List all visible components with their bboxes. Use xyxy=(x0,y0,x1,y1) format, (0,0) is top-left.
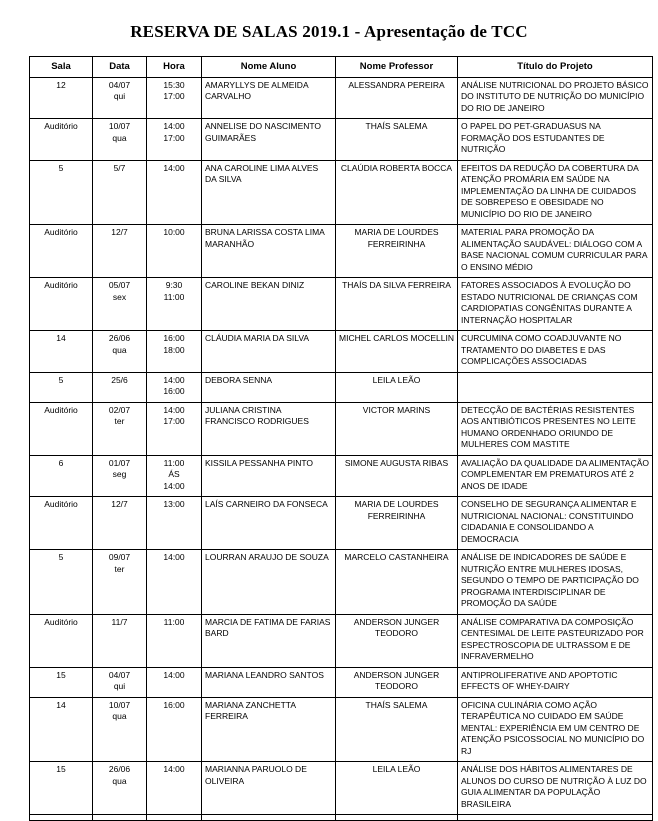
cell-sala: Auditório xyxy=(30,402,93,455)
cell-sala: 15 xyxy=(30,667,93,697)
cell-line: 11:00 xyxy=(163,291,185,302)
cell-professor: CLAÚDIA ROBERTA BOCCA xyxy=(336,160,458,225)
cell-line: 14:00 xyxy=(163,121,185,131)
cell-sala: 5 xyxy=(30,550,93,615)
col-header-data: Data xyxy=(93,57,147,78)
table-row xyxy=(30,77,653,119)
cell-line: 14:00 xyxy=(163,404,185,415)
cell-titulo: FATORES ASSOCIADOS À EVOLUÇÃO DO ESTADO NUTRICIONAL DE CRIANÇAS COM CARDIOPATIAS CONGÊNITAS DURANTE A INTERNAÇÃO HOSPITALAR xyxy=(458,278,653,331)
table-row xyxy=(30,667,653,697)
cell-aluno: DEBORA SENNA xyxy=(202,372,336,402)
table-row xyxy=(30,372,653,402)
cell-sala: 6 xyxy=(30,455,93,497)
table-row xyxy=(30,160,653,225)
cell-data xyxy=(93,119,147,161)
cell-professor: LEILA LEÃO xyxy=(336,762,458,815)
cell-aluno: LAÍS CARNEIRO DA FONSECA xyxy=(202,497,336,550)
cell-titulo: ANÁLISE NUTRICIONAL DO PROJETO BÁSICO DO INSTITUTO DE NUTRIÇÃO DO MUNICÍPIO DO RIO DE JANEIRO xyxy=(458,77,653,119)
empty-cell xyxy=(30,815,93,821)
cell-data xyxy=(93,762,147,815)
cell-aluno: KISSILA PESSANHA PINTO xyxy=(202,455,336,497)
cell-sala: 14 xyxy=(30,697,93,762)
empty-cell xyxy=(202,815,336,821)
cell-hora xyxy=(147,331,202,373)
empty-row xyxy=(30,815,653,821)
cell-line: 10/07 xyxy=(108,699,131,710)
cell-line: 26/06 xyxy=(108,764,131,774)
cell-aluno: CAROLINE BEKAN DINIZ xyxy=(202,278,336,331)
table-row xyxy=(30,497,653,550)
cell-titulo: ANÁLISE DOS HÁBITOS ALIMENTARES DE ALUNOS DO CURSO DE NUTRIÇÃO À LUZ DO GUIA ALIMENTAR DA POPULAÇÃO BRASILEIRA xyxy=(458,762,653,815)
cell-aluno: MARCIA DE FATIMA DE FARIAS BARD xyxy=(202,614,336,667)
cell-data: 5/7 xyxy=(93,160,147,225)
cell-professor: SIMONE AUGUSTA RIBAS xyxy=(336,455,458,497)
cell-titulo: ANÁLISE DE INDICADORES DE SAÚDE E NUTRIÇÃO ENTRE MULHERES IDOSAS, SEGUNDO O TEMPO DE PARTICIPAÇÃO DO PROGRAMA INTERDISCIPLINAR DE PROMOÇÃO DA SAÚDE xyxy=(458,550,653,615)
cell-professor: THAÍS DA SILVA FERREIRA xyxy=(336,278,458,331)
cell-hora xyxy=(147,278,202,331)
cell-data: 11/7 xyxy=(93,614,147,667)
table-row xyxy=(30,550,653,615)
page-title: RESERVA DE SALAS 2019.1 - Apresentação de TCC xyxy=(130,22,528,41)
cell-aluno: MARIANA LEANDRO SANTOS xyxy=(202,667,336,697)
cell-line: 9:30 xyxy=(165,280,183,290)
cell-aluno: MARIANNA PARUOLO DE OLIVEIRA xyxy=(202,762,336,815)
cell-hora xyxy=(147,119,202,161)
cell-line: qua xyxy=(112,344,127,355)
cell-hora: 11:00 xyxy=(147,614,202,667)
cell-line: 01/07 xyxy=(108,457,131,468)
cell-professor: THAÍS SALEMA xyxy=(336,119,458,161)
cell-titulo: O PAPEL DO PET-GRADUASUS NA FORMAÇÃO DOS ESTUDANTES DE NUTRIÇÃO xyxy=(458,119,653,161)
cell-hora xyxy=(147,77,202,119)
cell-sala: 5 xyxy=(30,160,93,225)
cell-titulo: DETECÇÃO DE BACTÉRIAS RESISTENTES AOS ANTIBIÓTICOS PRESENTES NO LEITE HUMANO ORDENHADO ORIUNDO DE MULHERES COM MASTITE xyxy=(458,402,653,455)
cell-professor: LEILA LEÃO xyxy=(336,372,458,402)
cell-line: qua xyxy=(112,711,127,721)
cell-hora: 14:00 xyxy=(147,667,202,697)
cell-line: 16:00 xyxy=(163,386,185,396)
cell-line: 16:00 xyxy=(163,333,185,343)
cell-professor: MARIA DE LOURDES FERREIRINHA xyxy=(336,225,458,278)
cell-professor: ANDERSON JUNGER TEODORO xyxy=(336,667,458,697)
cell-aluno: ANNELISE DO NASCIMENTO GUIMARÃES xyxy=(202,119,336,161)
cell-line: 18:00 xyxy=(163,344,185,355)
cell-professor: THAÍS SALEMA xyxy=(336,697,458,762)
cell-aluno: AMARYLLYS DE ALMEIDA CARVALHO xyxy=(202,77,336,119)
cell-line: 14:00 xyxy=(163,374,185,385)
cell-data xyxy=(93,667,147,697)
cell-titulo: CONSELHO DE SEGURANÇA ALIMENTAR E NUTRICIONAL NACIONAL: CONSTITUINDO CIDADANIA E CONSOLIDANDO A DEMOCRACIA xyxy=(458,497,653,550)
cell-line: 14:00 xyxy=(163,480,185,491)
table-row xyxy=(30,762,653,815)
empty-cell xyxy=(458,815,653,821)
cell-hora xyxy=(147,455,202,497)
cell-aluno: LOURRAN ARAUJO DE SOUZA xyxy=(202,550,336,615)
cell-professor: MICHEL CARLOS MOCELLIN xyxy=(336,331,458,373)
cell-sala: Auditório xyxy=(30,225,93,278)
table-row xyxy=(30,614,653,667)
cell-sala: 15 xyxy=(30,762,93,815)
table-row xyxy=(30,331,653,373)
cell-line: seg xyxy=(112,469,127,479)
cell-sala: Auditório xyxy=(30,278,93,331)
cell-titulo: OFICINA CULINÁRIA COMO AÇÃO TERAPÊUTICA NO CUIDADO EM SAÚDE MENTAL: EXPERIÊNCIA EM UM CENTRO DE ATENÇÃO PSICOSSOCIAL NO MUNICÍPIO DO RJ xyxy=(458,697,653,762)
cell-line: 26/06 xyxy=(108,333,131,343)
cell-titulo: MATERIAL PARA PROMOÇÃO DA ALIMENTAÇÃO SAUDÁVEL: DIÁLOGO COM A BASE NACIONAL COMUM CURRICULAR PARA O ENSINO MÉDIO xyxy=(458,225,653,278)
cell-data: 12/7 xyxy=(93,225,147,278)
cell-professor: MARIA DE LOURDES FERREIRINHA xyxy=(336,497,458,550)
cell-line: 17:00 xyxy=(163,91,185,101)
cell-professor: VICTOR MARINS xyxy=(336,402,458,455)
cell-sala: Auditório xyxy=(30,614,93,667)
cell-data xyxy=(93,550,147,615)
cell-aluno: BRUNA LARISSA COSTA LIMA MARANHÃO xyxy=(202,225,336,278)
cell-data xyxy=(93,402,147,455)
empty-cell xyxy=(93,815,147,821)
cell-data xyxy=(93,278,147,331)
cell-line: 05/07 xyxy=(108,280,131,290)
cell-hora: 13:00 xyxy=(147,497,202,550)
empty-cell xyxy=(147,815,202,821)
cell-line: ter xyxy=(114,416,125,426)
table-row xyxy=(30,119,653,161)
col-header-hora: Hora xyxy=(147,57,202,78)
cell-titulo: ANTIPROLIFERATIVE AND APOPTOTIC EFFECTS OF WHEY-DAIRY xyxy=(458,667,653,697)
col-header-titulo-projeto: Título do Projeto xyxy=(458,57,653,78)
cell-hora xyxy=(147,372,202,402)
cell-sala: 5 xyxy=(30,372,93,402)
cell-data: 12/7 xyxy=(93,497,147,550)
table-row xyxy=(30,278,653,331)
cell-titulo xyxy=(458,372,653,402)
cell-line: ÁS xyxy=(168,469,180,479)
cell-line: 02/07 xyxy=(108,404,131,415)
cell-hora: 14:00 xyxy=(147,160,202,225)
table-row xyxy=(30,455,653,497)
schedule-table xyxy=(29,56,653,821)
cell-line: qua xyxy=(112,775,127,786)
cell-aluno: JULIANA CRISTINA FRANCISCO RODRIGUES xyxy=(202,402,336,455)
cell-line: sex xyxy=(112,291,127,302)
table-row xyxy=(30,697,653,762)
cell-aluno: MARIANA ZANCHETTA FERREIRA xyxy=(202,697,336,762)
cell-data xyxy=(93,455,147,497)
cell-titulo: AVALIAÇÃO DA QUALIDADE DA ALIMENTAÇÃO COMPLEMENTAR EM PREMATUROS ATÉ 2 ANOS DE IDADE xyxy=(458,455,653,497)
cell-titulo: CURCUMINA COMO COADJUVANTE NO TRATAMENTO DO DIABETES E DAS COMPLICAÇÕES ASSOCIADAS xyxy=(458,331,653,373)
cell-hora: 10:00 xyxy=(147,225,202,278)
cell-sala: Auditório xyxy=(30,119,93,161)
cell-line: 17:00 xyxy=(163,416,185,426)
cell-data xyxy=(93,77,147,119)
cell-hora: 14:00 xyxy=(147,550,202,615)
cell-line: qui xyxy=(113,91,126,101)
table-row xyxy=(30,225,653,278)
col-header-sala: Sala xyxy=(30,57,93,78)
table-row xyxy=(30,402,653,455)
cell-professor: ANDERSON JUNGER TEODORO xyxy=(336,614,458,667)
empty-cell xyxy=(336,815,458,821)
cell-data xyxy=(93,697,147,762)
col-header-nome-aluno: Nome Aluno xyxy=(202,57,336,78)
cell-line: 11:00 xyxy=(163,457,185,468)
cell-line: qua xyxy=(112,132,127,143)
cell-line: 15:30 xyxy=(163,79,185,90)
cell-professor: ALESSANDRA PEREIRA xyxy=(336,77,458,119)
cell-sala: 12 xyxy=(30,77,93,119)
cell-hora: 16:00 xyxy=(147,697,202,762)
cell-aluno: ANA CAROLINE LIMA ALVES DA SILVA xyxy=(202,160,336,225)
cell-titulo: EFEITOS DA REDUÇÃO DA COBERTURA DA ATENÇÃO PROMÁRIA EM SAÚDE NA IMPLEMENTAÇÃO DA LINHA DE CUIDADOS DE SOBREPESO E OBESIDADE NO MUNICÍPIO DO RIO DE JANEIRO xyxy=(458,160,653,225)
cell-sala: Auditório xyxy=(30,497,93,550)
cell-line: ter xyxy=(114,563,125,574)
cell-professor: MARCELO CASTANHEIRA xyxy=(336,550,458,615)
cell-hora: 14:00 xyxy=(147,762,202,815)
col-header-nome-professor: Nome Professor xyxy=(336,57,458,78)
cell-line: 09/07 xyxy=(108,552,131,562)
table-body xyxy=(30,77,653,821)
cell-line: 17:00 xyxy=(163,132,185,143)
cell-titulo: ANÁLISE COMPARATIVA DA COMPOSIÇÃO CENTESIMAL DE LEITE PASTEURIZADO POR ESPECTROSCOPIA DE ULTRASSOM E DE INFRAVERMELHO xyxy=(458,614,653,667)
cell-line: 04/07 xyxy=(108,669,131,680)
cell-line: 10/07 xyxy=(108,121,131,131)
cell-aluno: CLÁUDIA MARIA DA SILVA xyxy=(202,331,336,373)
cell-line: 04/07 xyxy=(108,79,131,90)
cell-sala: 14 xyxy=(30,331,93,373)
cell-data: 25/6 xyxy=(93,372,147,402)
cell-hora xyxy=(147,402,202,455)
header-row xyxy=(30,57,653,78)
cell-line: qui xyxy=(113,681,126,691)
cell-data xyxy=(93,331,147,373)
